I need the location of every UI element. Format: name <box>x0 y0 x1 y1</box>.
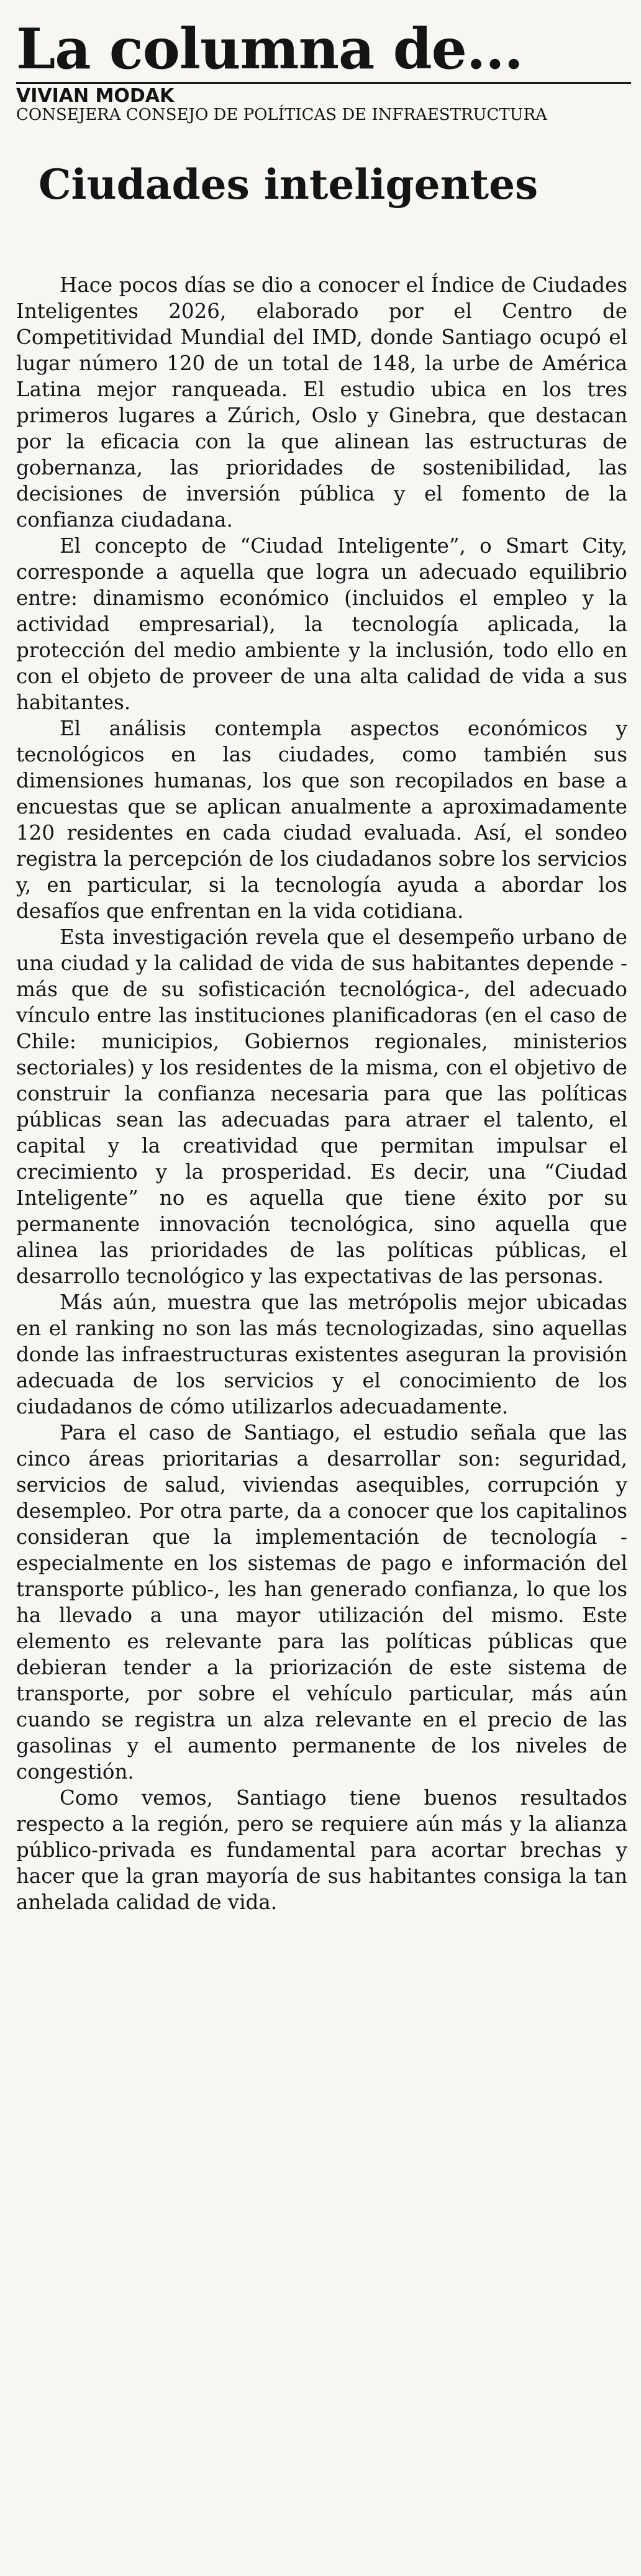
article-paragraph: El análisis contempla aspectos económicos y tecnológicos en las ciudades, como también sus dimensiones humanas, los que son recopilados en base a encuestas que se aplican anualmente a aproximadamente 120 residentes en cada ciudad evaluada. Así, el sondeo registra la percepción de los ciudadanos sobre los servicios y, en particular, si la tecnología ayuda a abordar los desafíos que enfrentan en la vida cotidiana. <box>16 716 627 923</box>
newspaper-column <box>16 0 631 1915</box>
article-paragraph: Como vemos, Santiago tiene buenos resultados respecto a la región, pero se requiere aún más y la alianza público-privada es fundamental para acortar brechas y hacer que la gran mayoría de sus habitantes consiga la tan anhelada calidad de vida. <box>16 1785 627 1914</box>
article-paragraph: Esta investigación revela que el desempeño urbano de una ciudad y la calidad de vida de sus habitantes depende -más que de su sofisticación tecnológica-, del adecuado vínculo entre las instituciones planificadoras (en el caso de Chile: municipios, Gobiernos regionales, ministerios sectoriales) y los residentes de la misma, con el objetivo de construir la confianza necesaria para que las políticas públicas sean las adecuadas para atraer el talento, el capital y la creatividad que permitan impulsar el crecimiento y la prosperidad. Es decir, una “Ciudad Inteligente” no es aquella que tiene éxito por su permanente innovación tecnológica, sino aquella que alinea las prioridades de las políticas públicas, el desarrollo tecnológico y las expectativas de las personas. <box>16 925 627 1288</box>
header-rule <box>16 82 631 84</box>
article-body <box>16 272 631 1915</box>
article-paragraph: El concepto de “Ciudad Inteligente”, o Smart City, corresponde a aquella que logra un adecuado equilibrio entre: dinamismo económico (incluidos el empleo y la actividad empresarial), la tecnología aplicada, la protección del medio ambiente y la inclusión, todo ello en con el objeto de proveer de una alta calidad de vida a sus habitantes. <box>16 533 627 714</box>
author-role: CONSEJERA CONSEJO DE POLÍTICAS DE INFRAESTRUCTURA <box>16 105 547 124</box>
article-headline: Ciudades inteligentes <box>39 160 539 209</box>
author-name: VIVIAN MODAK <box>16 85 175 107</box>
article-paragraph: Para el caso de Santiago, el estudio señala que las cinco áreas prioritarias a desarrollar son: seguridad, servicios de salud, viviendas asequibles, corrupción y desempleo. Por otra parte, da a conocer que los capitalinos consideran que la implementación de tecnología - especialmente en los sistemas de pago e información del transporte público-, les han generado confianza, lo que los ha llevado a una mayor utilización del mismo. Este elemento es relevante para las políticas públicas que debieran tender a la priorización de este sistema de transporte, por sobre el vehículo particular, más aún cuando se registra un alza relevante en el precio de las gasolinas y el aumento permanente de los niveles de congestión. <box>16 1420 627 1784</box>
article-paragraph: Hace pocos días se dio a conocer el Índice de Ciudades Inteligentes 2026, elaborado por el Centro de Competitividad Mundial del IMD, donde Santiago ocupó el lugar número 120 de un total de 148, la urbe de América Latina mejor ranqueada. El estudio ubica en los tres primeros lugares a Zúrich, Oslo y Ginebra, que destacan por la eficacia con la que alinean las estructuras de gobernanza, las prioridades de sostenibilidad, las decisiones de inversión pública y el fomento de la confianza ciudadana. <box>16 273 627 532</box>
section-title: La columna de... <box>16 16 523 82</box>
article-paragraph: Más aún, muestra que las metrópolis mejor ubicadas en el ranking no son las más tecnologizadas, sino aquellas donde las infraestructuras existentes aseguran la provisión adecuada de los servicios y el conocimiento de los ciudadanos de cómo utilizarlos adecuadamente. <box>16 1290 627 1418</box>
